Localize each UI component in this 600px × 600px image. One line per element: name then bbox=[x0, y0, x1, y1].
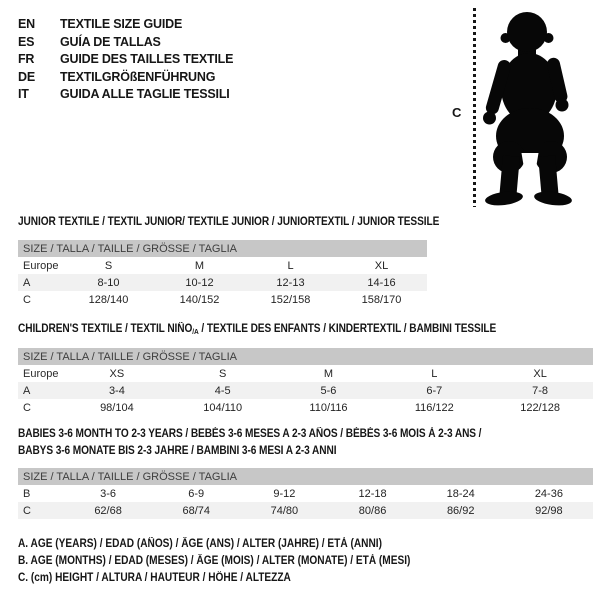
row-label-cell: C bbox=[23, 504, 31, 517]
value-cell: 14-16 bbox=[367, 276, 396, 289]
guide-title-fr: GUIDE DES TAILLES TEXTILE bbox=[60, 52, 234, 66]
value-cell: 12-18 bbox=[358, 487, 387, 500]
value-cell: 86/92 bbox=[446, 504, 475, 517]
footnote-b: B. AGE (MONTHS) / EDAD (MESES) / ÂGE (MOIS) / ALTER (MONATE) / ETÀ (MESI) bbox=[18, 555, 411, 568]
guide-title-es: GUÍA DE TALLAS bbox=[60, 34, 161, 49]
value-cell: S bbox=[219, 367, 227, 380]
value-cell: 116/122 bbox=[414, 401, 454, 414]
value-cell: 74/80 bbox=[270, 504, 299, 517]
table-row bbox=[18, 365, 593, 382]
value-cell: 98/104 bbox=[100, 401, 134, 414]
value-cell: 80/86 bbox=[358, 504, 387, 517]
row-label-cell: Europe bbox=[23, 259, 59, 272]
value-cell: 110/116 bbox=[309, 401, 348, 414]
value-cell: 10-12 bbox=[185, 276, 214, 289]
value-cell: 24-36 bbox=[534, 487, 563, 500]
children-size-table bbox=[18, 348, 593, 416]
language-row-es bbox=[18, 34, 233, 52]
footnote-a: A. AGE (YEARS) / EDAD (AÑOS) / ÂGE (ANS) / ALTER (JAHRE) / ETÀ (ANNI) bbox=[18, 538, 382, 550]
size-header-bar: SIZE / TALLA / TAILLE / GRÖSSE / TAGLIA bbox=[18, 348, 593, 365]
value-cell: XL bbox=[374, 259, 389, 272]
value-cell: 5-6 bbox=[320, 384, 337, 397]
language-code: ES bbox=[18, 34, 35, 49]
toddler-silhouette-icon bbox=[478, 6, 596, 208]
table-row bbox=[18, 274, 427, 291]
row-label-cell: A bbox=[23, 384, 31, 397]
guide-title-de: TEXTILGRÖßENFÜHRUNG bbox=[60, 69, 216, 84]
guide-title-en: TEXTILE SIZE GUIDE bbox=[60, 17, 183, 31]
language-row-it bbox=[18, 86, 233, 104]
row-label-cell: A bbox=[23, 276, 31, 289]
value-cell: 18-24 bbox=[446, 487, 475, 500]
row-label-cell: C bbox=[23, 401, 31, 414]
height-measure-dashed-line bbox=[473, 8, 476, 207]
table-row bbox=[18, 485, 593, 502]
value-cell: 128/140 bbox=[88, 293, 129, 306]
language-code: IT bbox=[18, 87, 29, 101]
size-header-bar: SIZE / TALLA / TAILLE / GRÖSSE / TAGLIA bbox=[18, 468, 593, 485]
children-table-title: CHILDREN'S TEXTILE / TEXTIL $NIÑO_{/A}$ / TEXTILE DES ENFANTS / KINDERTEXTIL / BAMBINI TESSILE bbox=[18, 323, 497, 336]
value-cell: 122/128 bbox=[520, 401, 560, 414]
value-cell: 68/74 bbox=[182, 504, 210, 517]
value-cell: XS bbox=[109, 367, 125, 380]
junior-size-table bbox=[18, 240, 427, 308]
language-row-de bbox=[18, 69, 233, 87]
height-measure-label: C bbox=[452, 105, 462, 120]
language-code: FR bbox=[18, 52, 35, 66]
language-code: DE bbox=[18, 69, 35, 84]
table-row bbox=[18, 502, 593, 519]
value-cell: 158/170 bbox=[361, 293, 402, 306]
value-cell: 152/158 bbox=[270, 293, 311, 306]
value-cell: 104/110 bbox=[203, 401, 243, 414]
row-label-cell: Europe bbox=[23, 367, 59, 380]
table-row bbox=[18, 257, 427, 274]
babies-table-title: BABIES 3-6 MONTH TO 2-3 YEARS / BEBÉS 3-6 MESES A 2-3 AÑOS / BÉBÉS 3-6 MOIS À 2-3 ANS / BABYS 3-6 MONATE BIS 2-3 JAHRE / BAMBINI 3-6 MESI A 2-3 ANNI bbox=[18, 428, 482, 457]
table-row bbox=[18, 382, 593, 399]
value-cell: 92/98 bbox=[535, 504, 563, 517]
footnote-c: C. (cm) HEIGHT / ALTURA / HAUTEUR / HÖHE / ALTEZZA bbox=[18, 572, 291, 585]
value-cell: 9-12 bbox=[273, 487, 296, 500]
language-title-list bbox=[18, 16, 233, 104]
row-label-cell: B bbox=[23, 487, 31, 500]
language-row-fr bbox=[18, 51, 233, 69]
table-row bbox=[18, 291, 427, 308]
value-cell: S bbox=[104, 259, 113, 272]
babies-size-table bbox=[18, 468, 593, 519]
value-cell: 7-8 bbox=[532, 384, 549, 397]
value-cell: L bbox=[287, 259, 294, 272]
value-cell: M bbox=[194, 259, 205, 272]
value-cell: 6-9 bbox=[188, 487, 205, 500]
value-cell: 3-6 bbox=[100, 487, 117, 500]
value-cell: M bbox=[323, 367, 334, 380]
value-cell: 4-5 bbox=[214, 384, 231, 397]
value-cell: 3-4 bbox=[108, 384, 125, 397]
table-row bbox=[18, 399, 593, 416]
language-code: EN bbox=[18, 17, 35, 31]
value-cell: XL bbox=[533, 367, 547, 380]
junior-table-title: JUNIOR TEXTILE / TEXTIL JUNIOR/ TEXTILE JUNIOR / JUNIORTEXTIL / JUNIOR TESSILE bbox=[18, 216, 440, 228]
footnotes bbox=[18, 536, 464, 588]
subscript-a: /A bbox=[192, 327, 199, 336]
row-label-cell: C bbox=[23, 293, 31, 306]
value-cell: 8-10 bbox=[97, 276, 120, 289]
guide-title-it: GUIDA ALLE TAGLIE TESSILI bbox=[60, 87, 230, 101]
value-cell: 12-13 bbox=[276, 276, 305, 289]
language-row-en bbox=[18, 16, 233, 34]
value-cell: L bbox=[431, 367, 438, 380]
size-header-bar: SIZE / TALLA / TAILLE / GRÖSSE / TAGLIA bbox=[18, 240, 427, 257]
value-cell: 140/152 bbox=[179, 293, 220, 306]
value-cell: 6-7 bbox=[426, 384, 443, 397]
value-cell: 62/68 bbox=[94, 504, 122, 517]
